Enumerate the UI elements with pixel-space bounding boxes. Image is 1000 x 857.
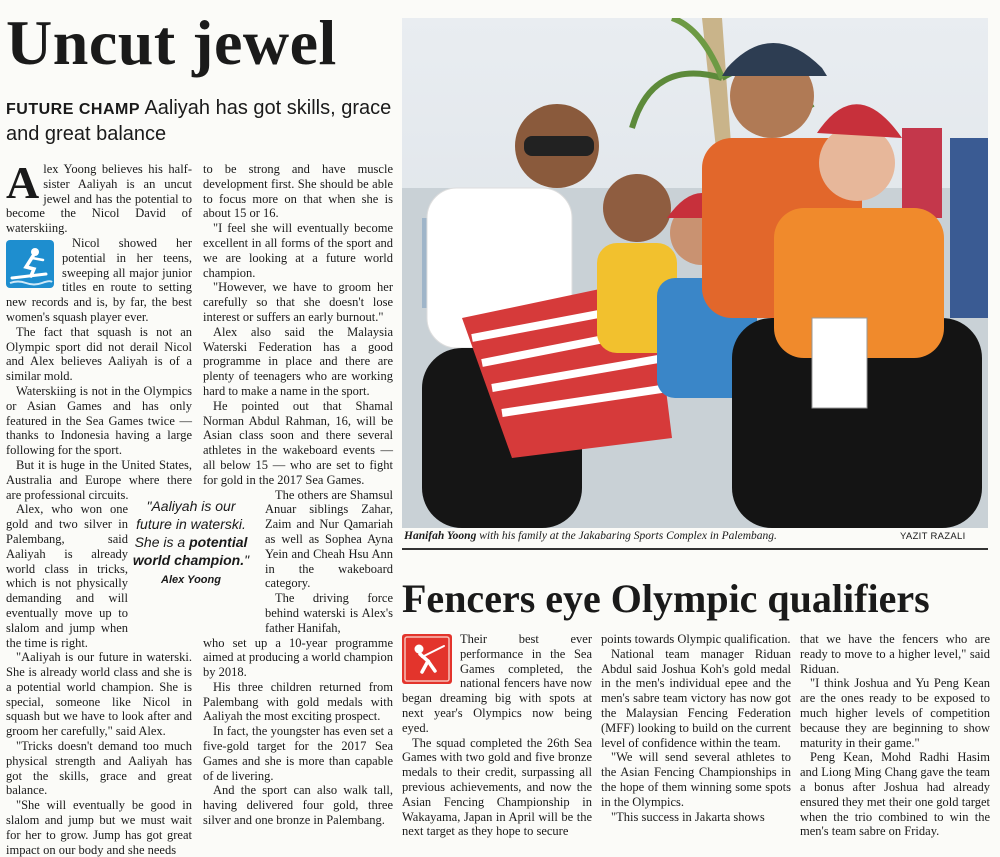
paragraph: "Aaliyah is our future in waterski. She is already world class and she is a potential world champion. She is special, someone like Nicol in squash but we have to look after and groom her carefully," said Alex. (6, 650, 192, 739)
paragraph: Alex, who won one gold and two silver in Palembang, said Aaliyah is already world class in tricks, which is not physically demanding and will eventually move up to slalom and jump when the time is right. (6, 502, 128, 650)
kicker-label: FUTURE CHAMP (6, 101, 140, 118)
pull-quote-attribution: Alex Yoong (161, 574, 221, 586)
article1-column-2 (203, 162, 393, 828)
paragraph: lex Yoong believes his half-sister Aaliyah is an uncut jewel and has the potential to become the Nicol David of waterskiing. (6, 162, 192, 236)
paragraph: "We will send several athletes to the Asian Fencing Championships in the hope of them winning some spots in the Olympics. (601, 750, 791, 809)
paragraph: Their best ever performance in the Sea Games completed, the national fencers have now began dreaming big with spots at next year's Olympics now being eyed. (402, 632, 592, 735)
fencing-icon (402, 634, 452, 684)
paragraph: to be strong and have muscle development first. She should be able to focus more on that when she is about 15 or 16. (203, 162, 393, 221)
photo-caption (404, 530, 834, 542)
pull-quote-text: "Aaliyah is our future in waterski. She is a (134, 498, 246, 550)
paragraph: His three children returned from Palembang with gold medals with Aaliyah the most exciting prospect. (203, 679, 393, 724)
kicker-text: Aaliyah has got skills, grace and great balance (6, 97, 392, 145)
paragraph: But it is huge in the United States, Australia and Europe where there are professional circuits. (6, 457, 192, 502)
paragraph: "Tricks doesn't demand too much physical strength and Aaliyah has got the skills, grace and great balance. (6, 739, 192, 798)
paragraph: The squad completed the 26th Sea Games with two gold and five bronze medals to their credit, surpassing all previous achievements, and now the Asian Fencing Championship in Wakayama, Japan in April will be the next target as they hope to secure (402, 735, 592, 839)
paragraph: The fact that squash is not an Olympic sport did not derail Nicol and Alex believes Aaliyah is of a similar mold. (6, 324, 192, 384)
paragraph: points towards Olympic qualification. (601, 632, 791, 646)
paragraph: "I think Joshua and Yu Peng Kean are the ones ready to be exposed to much higher levels of competition because they are beginning to show maturity in their game." (800, 676, 990, 750)
paragraph: "I feel she will eventually become excellent in all forms of the sport and we are looking at a future world champion. (203, 221, 393, 280)
paragraph: Waterskiing is not in the Olympics or Asian Games and has only featured in the Sea Games twice — thanks to Indonesia having a large following for the sport. (6, 383, 192, 458)
paragraph: Nicol showed her potential in her teens, sweeping all major junior titles en route to setting new records and is, by far, the best women's squash player ever. (6, 235, 192, 324)
paragraph: who set up a 10-year programme aimed at producing a world champion by 2018. (203, 635, 393, 680)
caption-text: with his family at the Jakabaring Sports Complex in Palembang. (476, 530, 777, 542)
drop-cap: A (6, 157, 40, 208)
paragraph: Peng Kean, Mohd Radhi Hasim and Liong Ming Chang gave the team a bonus after Joshua had already ensured they met their one gold target when the trio combined to win the men's team sabre on Friday. (800, 750, 990, 839)
divider (402, 548, 988, 550)
paragraph: Alex also said the Malaysia Waterski Federation has a good programme in place and there are plenty of teenagers who are working hard to make a name in the sport. (203, 324, 393, 398)
paragraph: "This success in Jakarta shows (611, 809, 765, 824)
paragraph: In fact, the youngster has even set a five-gold target for the 2017 Sea Games and she is more than capable of de livering. (203, 724, 393, 783)
caption-name: Hanifah Yoong (404, 530, 477, 542)
kicker (6, 96, 396, 147)
paragraph: "However, we have to groom her carefully so that she doesn't lose interest or suffers an early burnout." (203, 280, 393, 324)
paragraph: "She will eventually be good in slalom and jump but we must wait for her to grow. Jump has got great impact on our body and she needs (6, 798, 192, 857)
waterski-icon (6, 240, 54, 288)
paragraph: The driving force behind waterski is Alex's father Hanifah, (265, 591, 393, 635)
article2-column-3 (800, 632, 990, 839)
photo-credit: YAZIT RAZALI (900, 531, 966, 542)
family-photo (402, 18, 988, 528)
article2-column-1 (402, 632, 592, 839)
pull-quote-bold: potential world champion. (132, 534, 248, 568)
paragraph: The others are Shamsul Anuar siblings Zahar, Zaim and Nur Qamariah as well as Sophea Ayna Yein and Cheah Hsu Ann in the wakeboard category. (265, 487, 393, 591)
article2-column-2 (601, 632, 791, 824)
paragraph: that we have the fencers who are ready to move to a higher level," said Riduan. (800, 632, 990, 676)
headline-uncut-jewel: Uncut jewel (6, 7, 337, 78)
headline-fencers: Fencers eye Olympic qualifiers (402, 576, 930, 621)
pull-quote-end: " (244, 552, 250, 568)
paragraph: He pointed out that Shamal Norman Abdul Rahman, 16, will be Asian class soon and there several athletes in the wakeboard events — all below 15 — who are set to fight for gold in the 2017 Sea Games. (203, 398, 393, 487)
paragraph: National team manager Riduan Abdul said Joshua Koh's gold medal in the men's individual epee and the men's sabre team victory has now got the Malaysian Fencing Federation (MFF) looking to build on the current level of confidence within the team. (601, 646, 791, 750)
paragraph: And the sport can also walk tall, having delivered four gold, three silver and one bronze in Palembang. (203, 783, 393, 828)
